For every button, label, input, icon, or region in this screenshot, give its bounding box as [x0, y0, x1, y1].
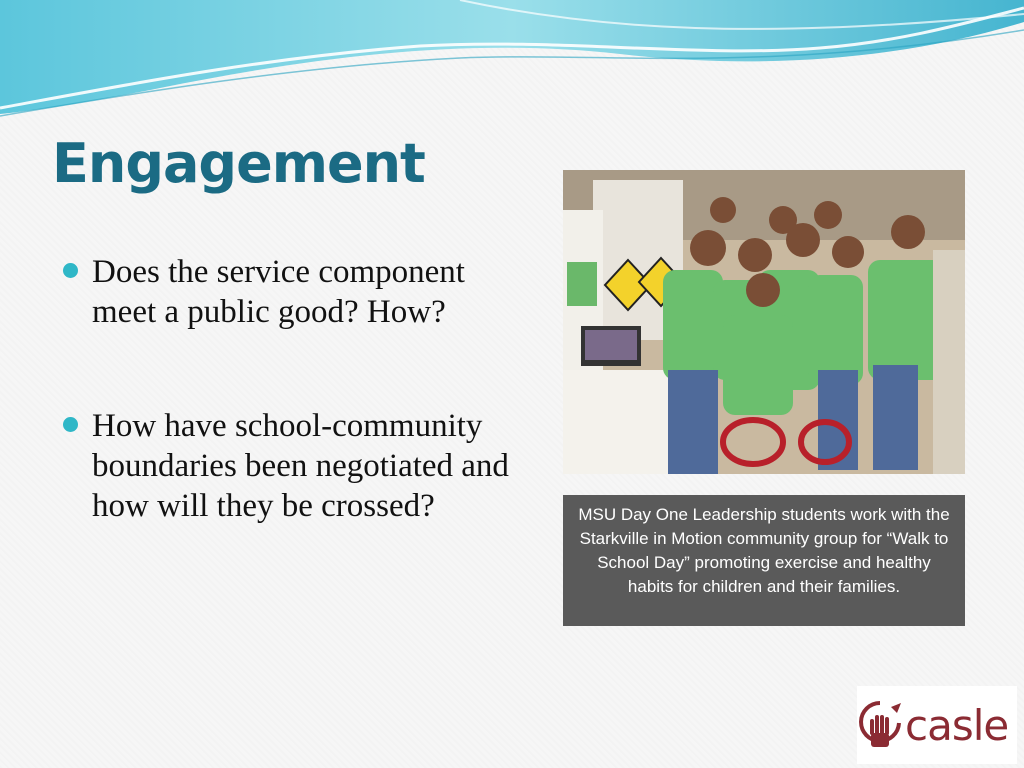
- header-wave-decoration: [0, 0, 1024, 130]
- casle-logo: [857, 686, 1017, 764]
- bullet-text: Does the service component meet a public good? How?: [92, 254, 465, 330]
- slide-title: Engagement: [52, 132, 425, 195]
- photo-caption: MSU Day One Leadership students work with the Starkville in Motion community group for “Walk to School Day” promoting exercise and healthy habits for children and their families.: [563, 495, 965, 626]
- bullet-dot-icon: [63, 417, 78, 432]
- bullet-text: How have school-community boundaries been negotiated and how will they be crossed?: [92, 408, 509, 524]
- bullet-dot-icon: [63, 263, 78, 278]
- raised-fist-icon: [857, 699, 903, 751]
- bullet-list: [58, 252, 528, 526]
- bullet-item: [58, 252, 528, 332]
- bullet-item: [58, 406, 528, 526]
- logo-text: casle: [905, 700, 1009, 750]
- event-photo: [563, 170, 965, 474]
